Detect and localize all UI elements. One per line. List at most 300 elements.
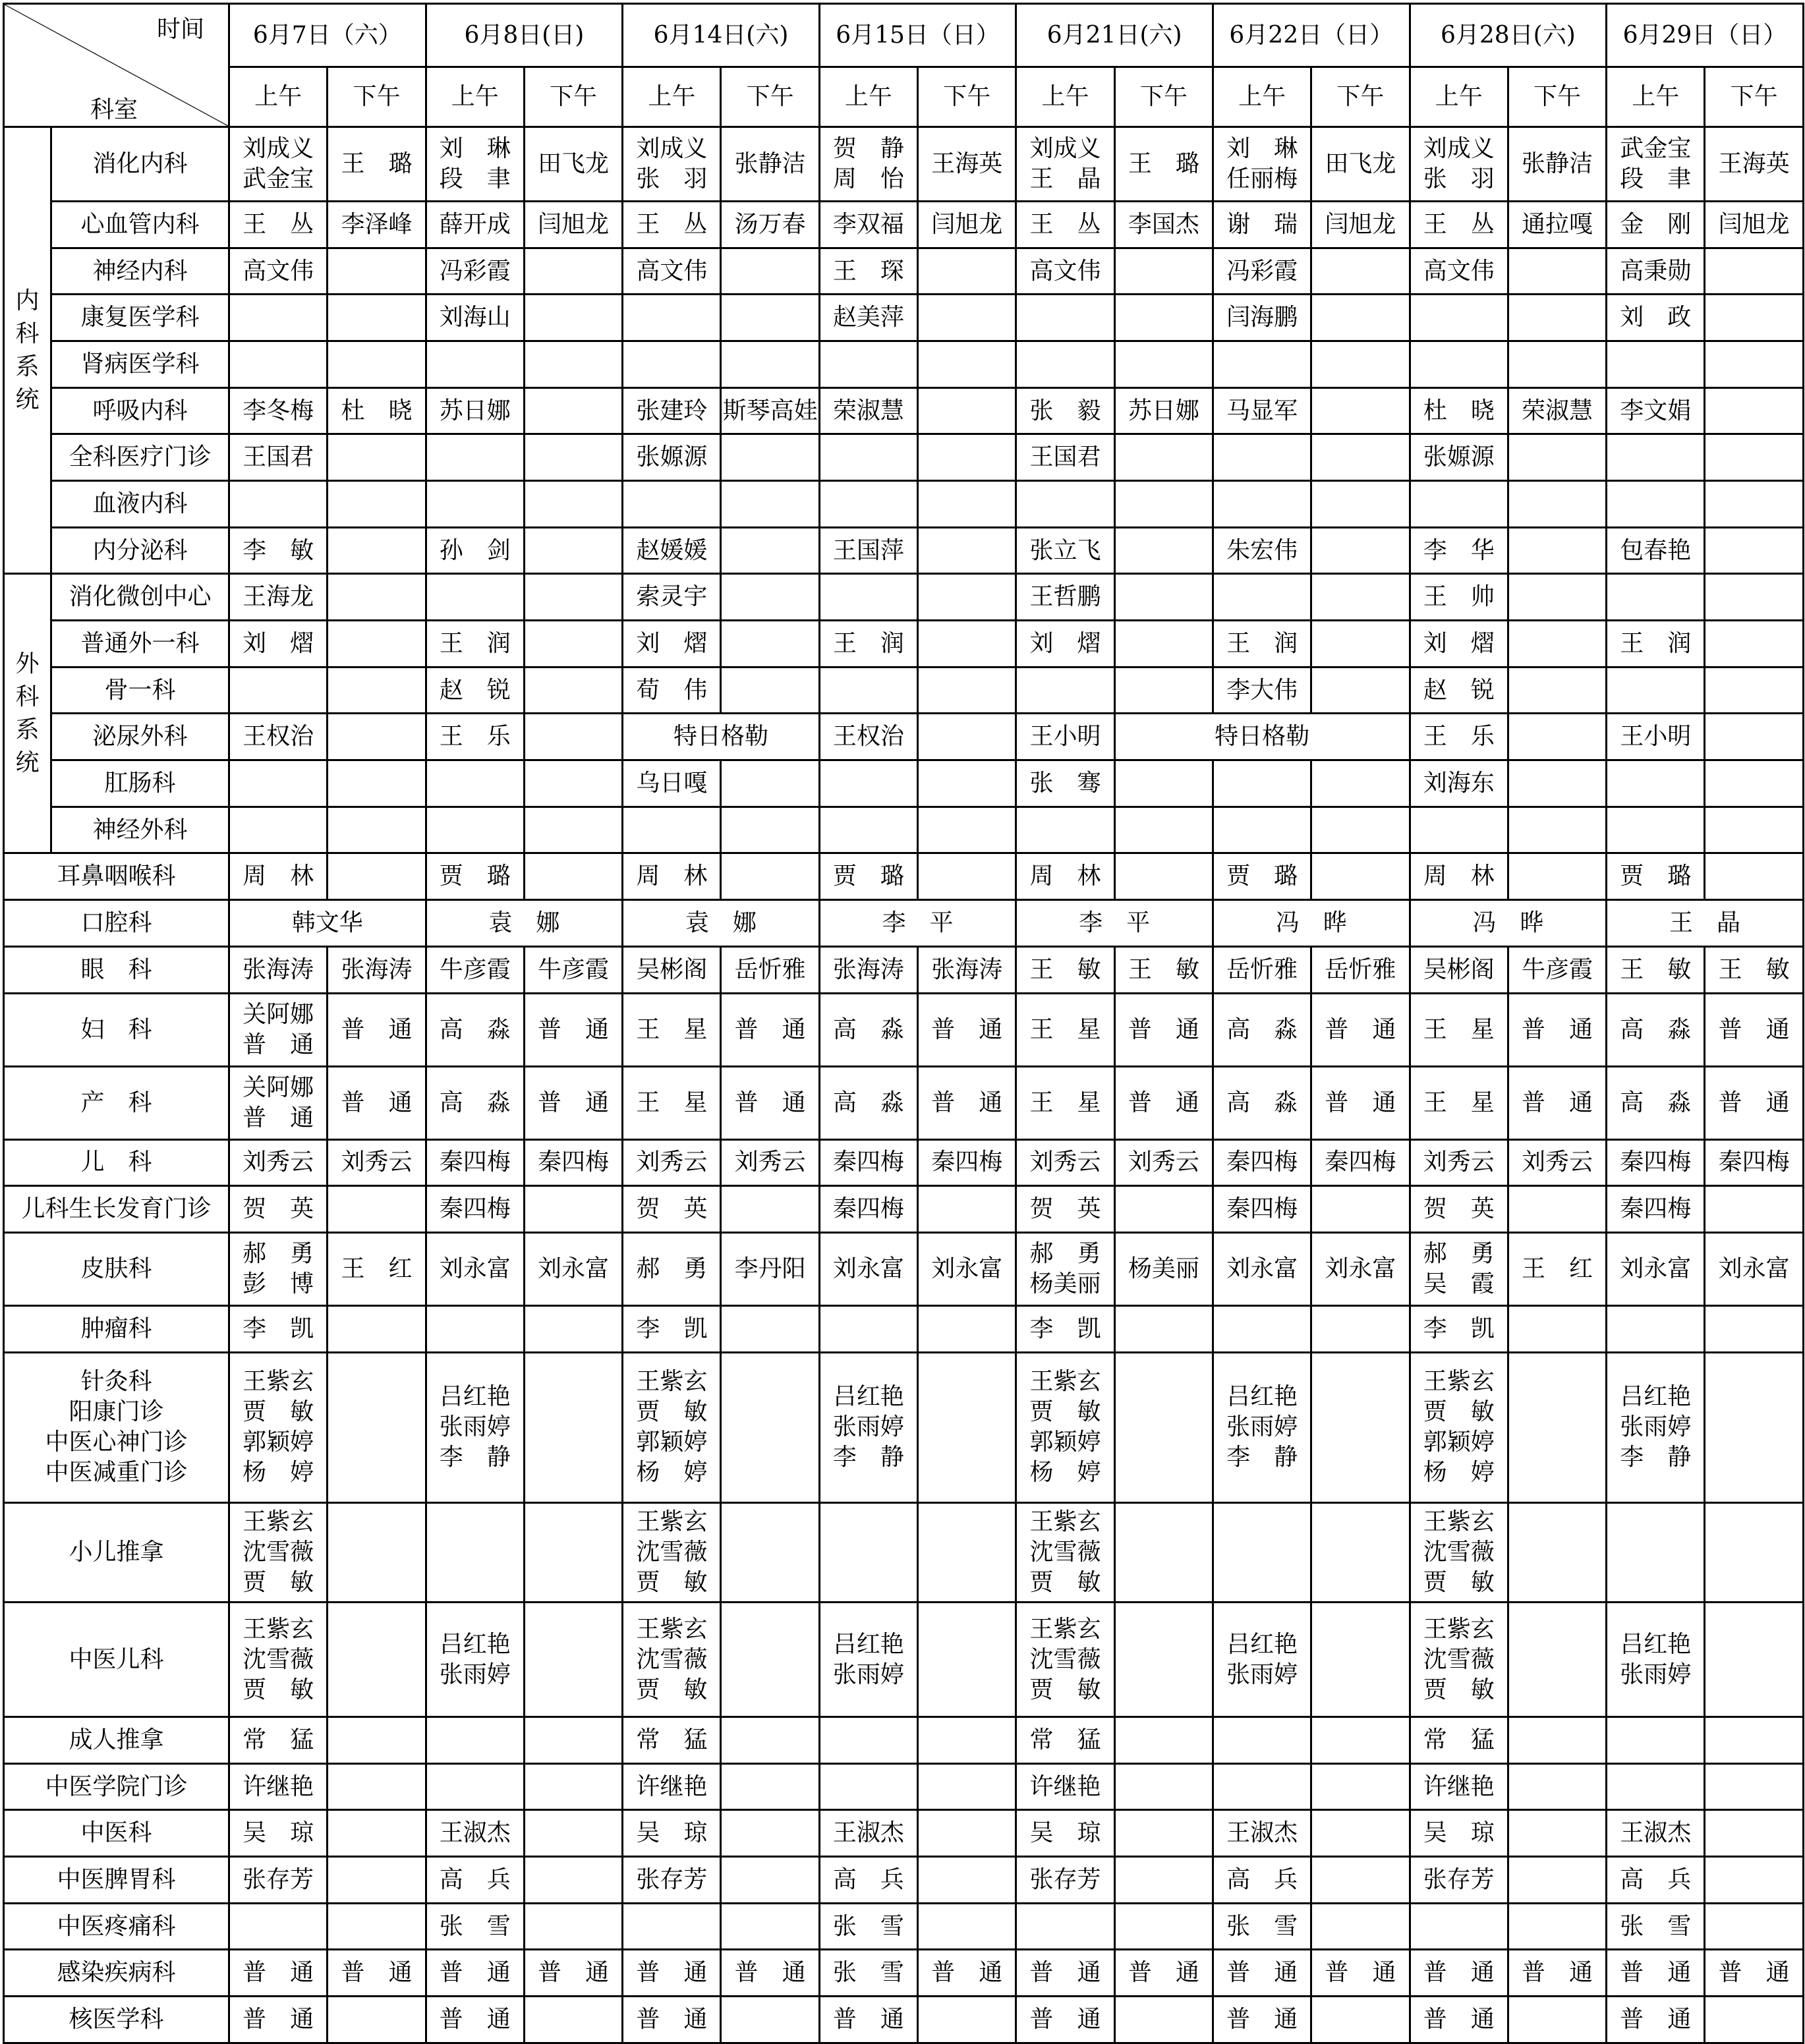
doctor-cell [1114,621,1213,667]
doctor-cell: 普 通 [524,1950,622,1997]
schedule-row [4,1066,1804,1139]
doctor-cell: 普 通 [1114,1066,1213,1139]
doctor-cell: 李 敏 [229,527,328,574]
doctor-cell: 关阿娜 普 通 [229,993,328,1066]
doctor-cell: 普 通 [524,993,622,1066]
doctor-cell: 王紫玄 沈雪薇 贾 敏 [1410,1603,1508,1717]
doctor-cell: 朱宏伟 [1213,527,1311,574]
doctor-cell: 普 通 [1705,1066,1803,1139]
doctor-cell [1311,1502,1410,1602]
doctor-cell [918,1352,1016,1502]
doctor-cell: 贺 英 [1016,1186,1114,1233]
schedule-row [4,295,1804,341]
doctor-cell: 秦四梅 [1311,1139,1410,1186]
doctor-cell: 李冬梅 [229,387,328,434]
doctor-cell: 贾 璐 [1607,853,1705,900]
doctor-cell [1705,481,1803,528]
doctor-cell: 常 猛 [1016,1717,1114,1764]
doctor-cell [1607,574,1705,621]
doctor-cell: 张立飞 [1016,527,1114,574]
doctor-cell [918,621,1016,667]
doctor-cell: 荣淑慧 [1508,387,1606,434]
doctor-cell: 谢 瑞 [1213,202,1311,248]
doctor-cell [1114,853,1213,900]
doctor-cell: 袁 娜 [623,900,820,947]
doctor-cell: 李大伟 [1213,667,1311,714]
am-header: 上午 [1607,67,1705,127]
schedule-row [4,993,1804,1066]
doctor-cell: 李 凯 [1016,1306,1114,1353]
doctor-cell [1213,341,1311,388]
doctor-cell: 牛彦霞 [524,946,622,993]
department-label: 科室 [90,96,138,123]
schedule-row [4,1186,1804,1233]
doctor-cell: 杨美丽 [1114,1232,1213,1305]
doctor-cell: 刘海东 [1410,760,1508,807]
doctor-cell [328,667,426,714]
doctor-cell [1311,341,1410,388]
doctor-cell [1311,434,1410,481]
doctor-cell [328,481,426,528]
doctor-cell [1607,807,1705,853]
doctor-cell [1114,295,1213,341]
doctor-cell [918,387,1016,434]
doctor-cell [1114,1186,1213,1233]
doctor-cell [1705,574,1803,621]
doctor-cell [1016,667,1114,714]
doctor-cell: 王淑杰 [1607,1810,1705,1857]
doctor-cell [1114,574,1213,621]
doctor-cell [524,1810,622,1857]
doctor-cell: 周 林 [229,853,328,900]
pm-header: 下午 [1508,67,1606,127]
doctor-cell [524,1903,622,1950]
doctor-cell [1410,481,1508,528]
doctor-cell: 荣淑慧 [819,387,917,434]
department-name-cell: 肾病医学科 [51,341,229,388]
doctor-cell [1213,1763,1311,1810]
doctor-cell: 闫旭龙 [1705,202,1803,248]
doctor-cell [328,1306,426,1353]
doctor-cell [1508,481,1606,528]
doctor-cell [1114,248,1213,295]
doctor-cell: 吕红艳 张雨婷 李 静 [1213,1352,1311,1502]
doctor-cell [524,853,622,900]
doctor-cell [1311,760,1410,807]
doctor-cell [1311,248,1410,295]
doctor-cell [524,1603,622,1717]
doctor-cell: 苏日娜 [426,387,524,434]
doctor-cell [426,574,524,621]
doctor-cell [328,853,426,900]
doctor-cell [524,248,622,295]
schedule-row [4,1502,1804,1602]
doctor-cell [426,760,524,807]
department-name-cell: 肛肠科 [51,760,229,807]
doctor-cell: 贺 英 [1410,1186,1508,1233]
doctor-cell: 王国君 [1016,434,1114,481]
doctor-cell: 普 通 [426,1950,524,1997]
doctor-cell [1508,1810,1606,1857]
doctor-cell [819,807,917,853]
doctor-cell: 普 通 [1016,1997,1114,2043]
department-name-cell: 核医学科 [4,1997,229,2043]
doctor-cell: 秦四梅 [918,1139,1016,1186]
schedule-row [4,1717,1804,1764]
schedule-row [4,127,1804,202]
doctor-cell [819,341,917,388]
doctor-cell [1508,341,1606,388]
doctor-cell [524,527,622,574]
doctor-cell: 刘 琳 段 聿 [426,127,524,202]
doctor-cell: 王淑杰 [426,1810,524,1857]
doctor-cell: 王 乐 [1410,714,1508,760]
doctor-cell [1213,807,1311,853]
am-header: 上午 [1213,67,1311,127]
department-name-cell: 普通外一科 [51,621,229,667]
doctor-cell: 袁 娜 [426,900,623,947]
doctor-cell [328,1997,426,2043]
doctor-cell: 王紫玄 贾 敏 郭颖婷 杨 婷 [1016,1352,1114,1502]
pm-header: 下午 [328,67,426,127]
doctor-cell: 普 通 [1016,1950,1114,1997]
doctor-cell: 普 通 [1410,1997,1508,2043]
schedule-body [4,127,1804,2043]
doctor-cell [524,1763,622,1810]
doctor-cell [1705,434,1803,481]
doctor-cell: 王紫玄 沈雪薇 贾 敏 [623,1603,721,1717]
doctor-cell: 普 通 [1508,993,1606,1066]
doctor-cell: 牛彦霞 [1508,946,1606,993]
doctor-cell [1311,1903,1410,1950]
doctor-cell: 普 通 [229,1997,328,2043]
doctor-cell [623,295,721,341]
am-header: 上午 [819,67,917,127]
doctor-cell: 王 琛 [819,248,917,295]
doctor-cell: 荀 伟 [623,667,721,714]
department-name-cell: 小儿推拿 [4,1502,229,1602]
doctor-cell [524,387,622,434]
doctor-cell: 赵媛媛 [623,527,721,574]
doctor-cell: 刘秀云 [1114,1139,1213,1186]
doctor-cell: 刘永富 [1213,1232,1311,1305]
doctor-cell: 高文伟 [229,248,328,295]
doctor-cell [1311,853,1410,900]
doctor-cell [328,295,426,341]
doctor-cell: 张 雪 [819,1903,917,1950]
doctor-cell [524,1502,622,1602]
doctor-cell: 王紫玄 沈雪薇 贾 敏 [623,1502,721,1602]
doctor-cell: 普 通 [623,1997,721,2043]
doctor-cell [1607,434,1705,481]
pm-header: 下午 [721,67,819,127]
department-name-cell: 中医儿科 [4,1603,229,1717]
doctor-cell: 韩文华 [229,900,426,947]
schedule-row [4,1352,1804,1502]
doctor-cell: 普 通 [328,993,426,1066]
department-name-cell: 眼 科 [4,946,229,993]
doctor-cell [524,621,622,667]
date-header: 6月28日(六) [1410,4,1607,67]
doctor-cell: 吴彬阁 [623,946,721,993]
doctor-cell: 王小明 [1607,714,1705,760]
department-name-cell: 内分泌科 [51,527,229,574]
doctor-cell [721,574,819,621]
doctor-cell: 王权治 [819,714,917,760]
doctor-cell: 普 通 [229,1950,328,1997]
doctor-cell [524,1997,622,2043]
doctor-cell [1213,1717,1311,1764]
am-header: 上午 [229,67,328,127]
department-name-cell: 儿 科 [4,1139,229,1186]
doctor-cell [1311,527,1410,574]
doctor-cell: 普 通 [918,993,1016,1066]
doctor-cell: 吕红艳 张雨婷 [819,1603,917,1717]
doctor-cell [918,807,1016,853]
doctor-cell [1607,667,1705,714]
doctor-cell: 常 猛 [1410,1717,1508,1764]
doctor-cell: 冯 晔 [1410,900,1607,947]
doctor-cell: 刘永富 [1311,1232,1410,1305]
doctor-cell [1705,1903,1803,1950]
doctor-cell: 王海龙 [229,574,328,621]
doctor-cell [524,341,622,388]
doctor-cell [1311,1857,1410,1904]
doctor-cell [819,1306,917,1353]
doctor-cell: 岳忻雅 [1213,946,1311,993]
doctor-cell [918,1603,1016,1717]
doctor-cell [426,1763,524,1810]
schedule-row [4,387,1804,434]
doctor-cell [1114,1502,1213,1602]
department-name-cell: 针灸科 阳康门诊 中医心神门诊 中医减重门诊 [4,1352,229,1502]
doctor-cell [721,1857,819,1904]
doctor-cell [328,248,426,295]
doctor-cell: 王 星 [1016,993,1114,1066]
doctor-cell: 王 敏 [1705,946,1803,993]
doctor-cell [1311,574,1410,621]
doctor-cell: 常 猛 [623,1717,721,1764]
doctor-cell [1114,481,1213,528]
doctor-cell: 王淑杰 [1213,1810,1311,1857]
doctor-cell: 李双福 [819,202,917,248]
doctor-cell [1114,1903,1213,1950]
doctor-cell [524,667,622,714]
doctor-cell [1705,667,1803,714]
doctor-cell [1705,1352,1803,1502]
doctor-cell: 刘 熠 [623,621,721,667]
doctor-cell: 刘秀云 [623,1139,721,1186]
doctor-cell: 高 淼 [426,993,524,1066]
doctor-cell: 武金宝 段 聿 [1607,127,1705,202]
doctor-cell [721,1717,819,1764]
doctor-cell: 王紫玄 沈雪薇 贾 敏 [1410,1502,1508,1602]
doctor-cell [524,574,622,621]
doctor-cell [1114,1810,1213,1857]
doctor-cell: 普 通 [1114,993,1213,1066]
doctor-cell: 王 红 [1508,1232,1606,1305]
doctor-cell [1607,1306,1705,1353]
doctor-cell [1705,387,1803,434]
doctor-cell [1508,1997,1606,2043]
department-name-cell: 成人推拿 [4,1717,229,1764]
doctor-cell: 秦四梅 [1213,1186,1311,1233]
doctor-cell: 张存芳 [1410,1857,1508,1904]
doctor-cell: 普 通 [1705,993,1803,1066]
doctor-cell: 刘秀云 [1016,1139,1114,1186]
doctor-cell [721,621,819,667]
duty-schedule-table [3,3,1804,2044]
schedule-row [4,621,1804,667]
doctor-cell: 贾 璐 [426,853,524,900]
doctor-cell [328,1603,426,1717]
doctor-cell: 刘成义 张 羽 [1410,127,1508,202]
schedule-row [4,574,1804,621]
doctor-cell: 王 帅 [1410,574,1508,621]
doctor-cell [721,1763,819,1810]
doctor-cell: 王 星 [623,1066,721,1139]
doctor-cell: 李国杰 [1114,202,1213,248]
doctor-cell [918,1763,1016,1810]
doctor-cell: 高文伟 [1410,248,1508,295]
doctor-cell: 秦四梅 [426,1186,524,1233]
doctor-cell [1016,295,1114,341]
doctor-cell [721,1997,819,2043]
department-name-cell: 产 科 [4,1066,229,1139]
doctor-cell: 普 通 [328,1950,426,1997]
doctor-cell [426,481,524,528]
doctor-cell: 贾 璐 [1213,853,1311,900]
doctor-cell [918,1810,1016,1857]
doctor-cell: 斯琴高娃 [721,387,819,434]
doctor-cell [1213,760,1311,807]
doctor-cell [1016,481,1114,528]
am-header: 上午 [426,67,524,127]
doctor-cell: 张海涛 [819,946,917,993]
doctor-cell [1508,1763,1606,1810]
doctor-cell: 秦四梅 [1213,1139,1311,1186]
schedule-row [4,527,1804,574]
doctor-cell: 王 乐 [426,714,524,760]
schedule-row [4,481,1804,528]
doctor-cell [1607,760,1705,807]
doctor-cell: 秦四梅 [524,1139,622,1186]
doctor-cell [918,853,1016,900]
doctor-cell: 薛开成 [426,202,524,248]
doctor-cell [524,1186,622,1233]
doctor-cell [1114,1717,1213,1764]
system-category-cell: 外 科 系 统 [4,574,51,853]
date-header: 6月8日(日) [426,4,623,67]
doctor-cell [1410,341,1508,388]
doctor-cell [1607,1717,1705,1764]
doctor-cell [524,760,622,807]
doctor-cell [1508,527,1606,574]
doctor-cell [1410,807,1508,853]
doctor-cell [1114,434,1213,481]
doctor-cell: 张建玲 [623,387,721,434]
doctor-cell: 秦四梅 [1607,1186,1705,1233]
doctor-cell [1508,853,1606,900]
doctor-cell [918,574,1016,621]
doctor-cell [1607,1763,1705,1810]
doctor-cell: 秦四梅 [819,1186,917,1233]
doctor-cell: 刘 熠 [1410,621,1508,667]
doctor-cell [1114,1603,1213,1717]
doctor-cell: 王哲鹏 [1016,574,1114,621]
doctor-cell: 苏日娜 [1114,387,1213,434]
schedule-row [4,1603,1804,1717]
doctor-cell: 普 通 [819,1997,917,2043]
doctor-cell [819,1502,917,1602]
doctor-cell [524,714,622,760]
doctor-cell: 普 通 [1607,1950,1705,1997]
doctor-cell [1508,1857,1606,1904]
doctor-cell [328,1810,426,1857]
doctor-cell [229,481,328,528]
department-name-cell: 中医脾胃科 [4,1857,229,1904]
doctor-cell: 赵 锐 [426,667,524,714]
doctor-cell: 李 凯 [623,1306,721,1353]
doctor-cell: 吕红艳 张雨婷 李 静 [1607,1352,1705,1502]
doctor-cell [1114,527,1213,574]
doctor-cell: 吕红艳 张雨婷 李 静 [426,1352,524,1502]
am-header: 上午 [1016,67,1114,127]
doctor-cell: 高 淼 [819,1066,917,1139]
doctor-cell [1705,527,1803,574]
doctor-cell [918,481,1016,528]
doctor-cell: 孙 剑 [426,527,524,574]
doctor-cell [721,1810,819,1857]
am-header: 上午 [1410,67,1508,127]
doctor-cell [1508,434,1606,481]
doctor-cell: 冯彩霞 [426,248,524,295]
doctor-cell: 高 淼 [819,993,917,1066]
doctor-cell: 刘秀云 [1410,1139,1508,1186]
doctor-cell [623,1903,721,1950]
doctor-cell: 特日格勒 [1114,714,1410,760]
doctor-cell [1508,1717,1606,1764]
doctor-cell: 秦四梅 [819,1139,917,1186]
doctor-cell: 张存芳 [1016,1857,1114,1904]
doctor-cell: 普 通 [1508,1066,1606,1139]
department-name-cell: 感染疾病科 [4,1950,229,1997]
doctor-cell: 王海英 [1705,127,1803,202]
header-corner-cell [4,4,229,127]
doctor-cell [1311,1997,1410,2043]
doctor-cell: 普 通 [328,1066,426,1139]
doctor-cell: 普 通 [721,1950,819,1997]
doctor-cell: 刘永富 [1705,1232,1803,1305]
doctor-cell [918,1186,1016,1233]
doctor-cell: 普 通 [1114,1950,1213,1997]
doctor-cell: 闫海鹏 [1213,295,1311,341]
doctor-cell [229,1903,328,1950]
doctor-cell: 包春艳 [1607,527,1705,574]
doctor-cell: 李 凯 [1410,1306,1508,1353]
am-header: 上午 [623,67,721,127]
doctor-cell [721,667,819,714]
doctor-cell [1508,295,1606,341]
doctor-cell [524,1857,622,1904]
doctor-cell: 王 敏 [1114,946,1213,993]
doctor-cell [721,1352,819,1502]
doctor-cell [229,667,328,714]
doctor-cell: 吴 琼 [623,1810,721,1857]
doctor-cell: 王 星 [1410,993,1508,1066]
doctor-cell [1311,667,1410,714]
doctor-cell [229,341,328,388]
